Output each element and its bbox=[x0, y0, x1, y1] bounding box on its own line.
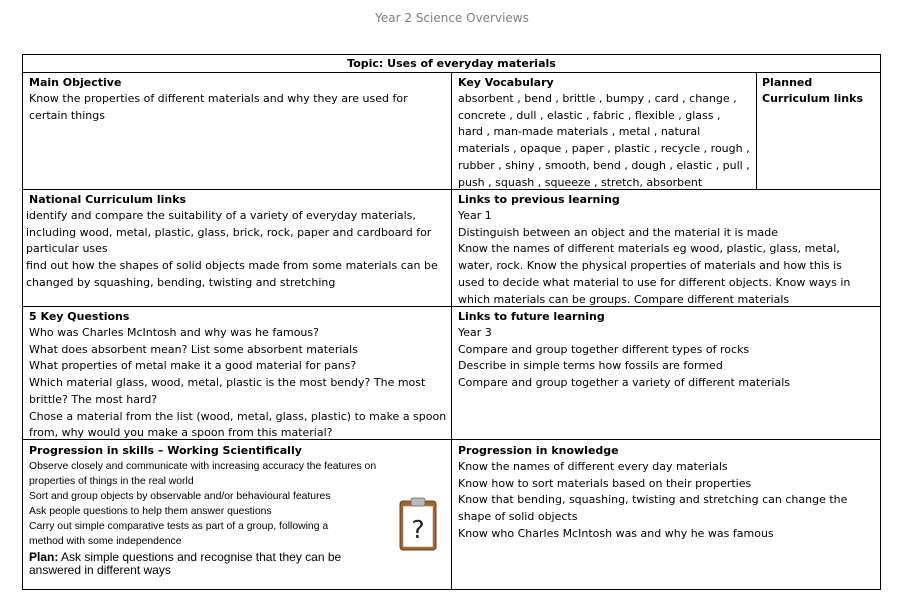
future-learning-line: Compare and group together different types of rocks bbox=[458, 342, 750, 356]
previous-learning-line: Know the names of different materials eg wood, plastic, glass, metal, bbox=[458, 242, 840, 256]
knowledge-heading: Progression in knowledge bbox=[458, 444, 619, 457]
future-learning-line: Year 3 bbox=[458, 326, 492, 339]
key-vocabulary-heading: Key Vocabulary bbox=[458, 76, 554, 89]
plan-line: answered in different ways bbox=[29, 563, 171, 577]
topic-heading: Topic: Uses of everyday materials bbox=[347, 57, 556, 70]
curriculum-line: find out how the shapes of solid objects made from some materials can be bbox=[26, 259, 438, 273]
key-questions-heading: 5 Key Questions bbox=[29, 310, 130, 323]
vocabulary-line: materials , opaque , paper , plastic , recycle , rough , bbox=[458, 142, 750, 156]
plan-text bbox=[29, 551, 449, 577]
knowledge-line: Know the names of different every day materials bbox=[458, 460, 728, 473]
knowledge-line: Know how to sort materials based on their properties bbox=[458, 476, 752, 490]
planned-curriculum-cell bbox=[762, 75, 878, 187]
plan-line: Ask simple questions and recognise that they can be bbox=[58, 550, 342, 564]
previous-learning-line: Year 1 bbox=[458, 209, 492, 222]
previous-learning-cell bbox=[458, 192, 878, 306]
key-question: brittle? The most hard? bbox=[29, 392, 158, 406]
future-learning-line: Describe in simple terms how fossils are formed bbox=[458, 359, 723, 373]
column-divider bbox=[451, 72, 452, 589]
previous-learning-line: Distinguish between an object and the material it is made bbox=[458, 225, 778, 239]
skills-cell bbox=[29, 443, 449, 589]
key-question: Which material glass, wood, metal, plastic is the most bendy? The most bbox=[29, 376, 426, 390]
vocabulary-line: hard , man-made materials , metal , natural bbox=[458, 125, 701, 139]
curriculum-line: particular uses bbox=[26, 242, 108, 256]
skill-line: method with some independence bbox=[29, 536, 182, 547]
previous-learning-line: used to decide what material to use for different objects. Know ways in bbox=[458, 275, 851, 289]
vocabulary-line: concrete , dull , elastic , fabric , flexible , glass , bbox=[458, 108, 721, 122]
key-question: Chose a material from the list (wood, metal, glass, plastic) to make a spoon bbox=[29, 409, 447, 423]
future-learning-cell bbox=[458, 309, 878, 437]
previous-learning-line: which materials can be groups. Compare different materials bbox=[458, 292, 790, 306]
key-questions-cell bbox=[29, 309, 449, 439]
column-divider bbox=[756, 72, 757, 189]
skill-line: Observe closely and communicate with increasing accuracy the features on bbox=[29, 461, 377, 472]
skill-line: Ask people questions to help them answer questions bbox=[29, 506, 272, 517]
knowledge-line: Know that bending, squashing, twisting and stretching can change the bbox=[458, 493, 848, 507]
curriculum-line: including wood, metal, plastic, glass, brick, rock, paper and cardboard for bbox=[26, 225, 432, 239]
overview-table bbox=[22, 54, 881, 590]
main-objective-text: Know the properties of different materials and why they are used for certain things bbox=[29, 92, 408, 122]
key-question: What properties of metal make it a good material for pans? bbox=[29, 359, 357, 373]
curriculum-line: changed by squashing, bending, twisting and stretching bbox=[26, 275, 336, 289]
key-question: from, why would you make a spoon from this material? bbox=[29, 426, 333, 439]
skill-line: Carry out simple comparative tests as part of a group, following a bbox=[29, 521, 329, 532]
skill-line: Sort and group objects by observable and/or behavioural features bbox=[29, 491, 331, 502]
knowledge-line: shape of solid objects bbox=[458, 510, 578, 524]
knowledge-cell bbox=[458, 443, 878, 589]
key-question: Who was Charles McIntosh and why was he famous? bbox=[29, 326, 319, 339]
national-curriculum-cell bbox=[26, 192, 450, 304]
vocabulary-line: rubber , shiny , smooth, bend , dough , elastic , pull , bbox=[458, 158, 750, 172]
key-question: What does absorbent mean? List some absorbent materials bbox=[29, 342, 358, 356]
national-curriculum-heading: National Curriculum links bbox=[29, 193, 187, 206]
clipboard-question-icon bbox=[399, 497, 437, 551]
document-title: Year 2 Science Overviews bbox=[375, 11, 529, 25]
previous-learning-heading: Links to previous learning bbox=[458, 193, 620, 206]
key-vocabulary-cell bbox=[458, 75, 754, 189]
planned-curriculum-heading: Planned Curriculum links bbox=[762, 76, 864, 105]
main-objective-cell bbox=[29, 75, 447, 187]
main-objective-heading: Main Objective bbox=[29, 76, 122, 89]
plan-label: Plan: bbox=[29, 550, 59, 564]
vocabulary-line: absorbent , bend , brittle , bumpy , card , change , bbox=[458, 92, 737, 105]
skill-line: properties of things in the real world bbox=[29, 476, 194, 487]
vocabulary-line: push , squash , squeeze , stretch, absorbent bbox=[458, 175, 703, 189]
future-learning-heading: Links to future learning bbox=[458, 310, 605, 323]
previous-learning-line: water, rock. Know the physical properties of materials and how this is bbox=[458, 259, 842, 273]
knowledge-line: Know who Charles McIntosh was and why he was famous bbox=[458, 526, 774, 540]
curriculum-line: identify and compare the suitability of a variety of everyday materials, bbox=[26, 209, 416, 222]
future-learning-line: Compare and group together a variety of different materials bbox=[458, 376, 791, 390]
svg-text:?: ? bbox=[411, 515, 425, 544]
skills-heading: Progression in skills – Working Scientifically bbox=[29, 444, 302, 457]
